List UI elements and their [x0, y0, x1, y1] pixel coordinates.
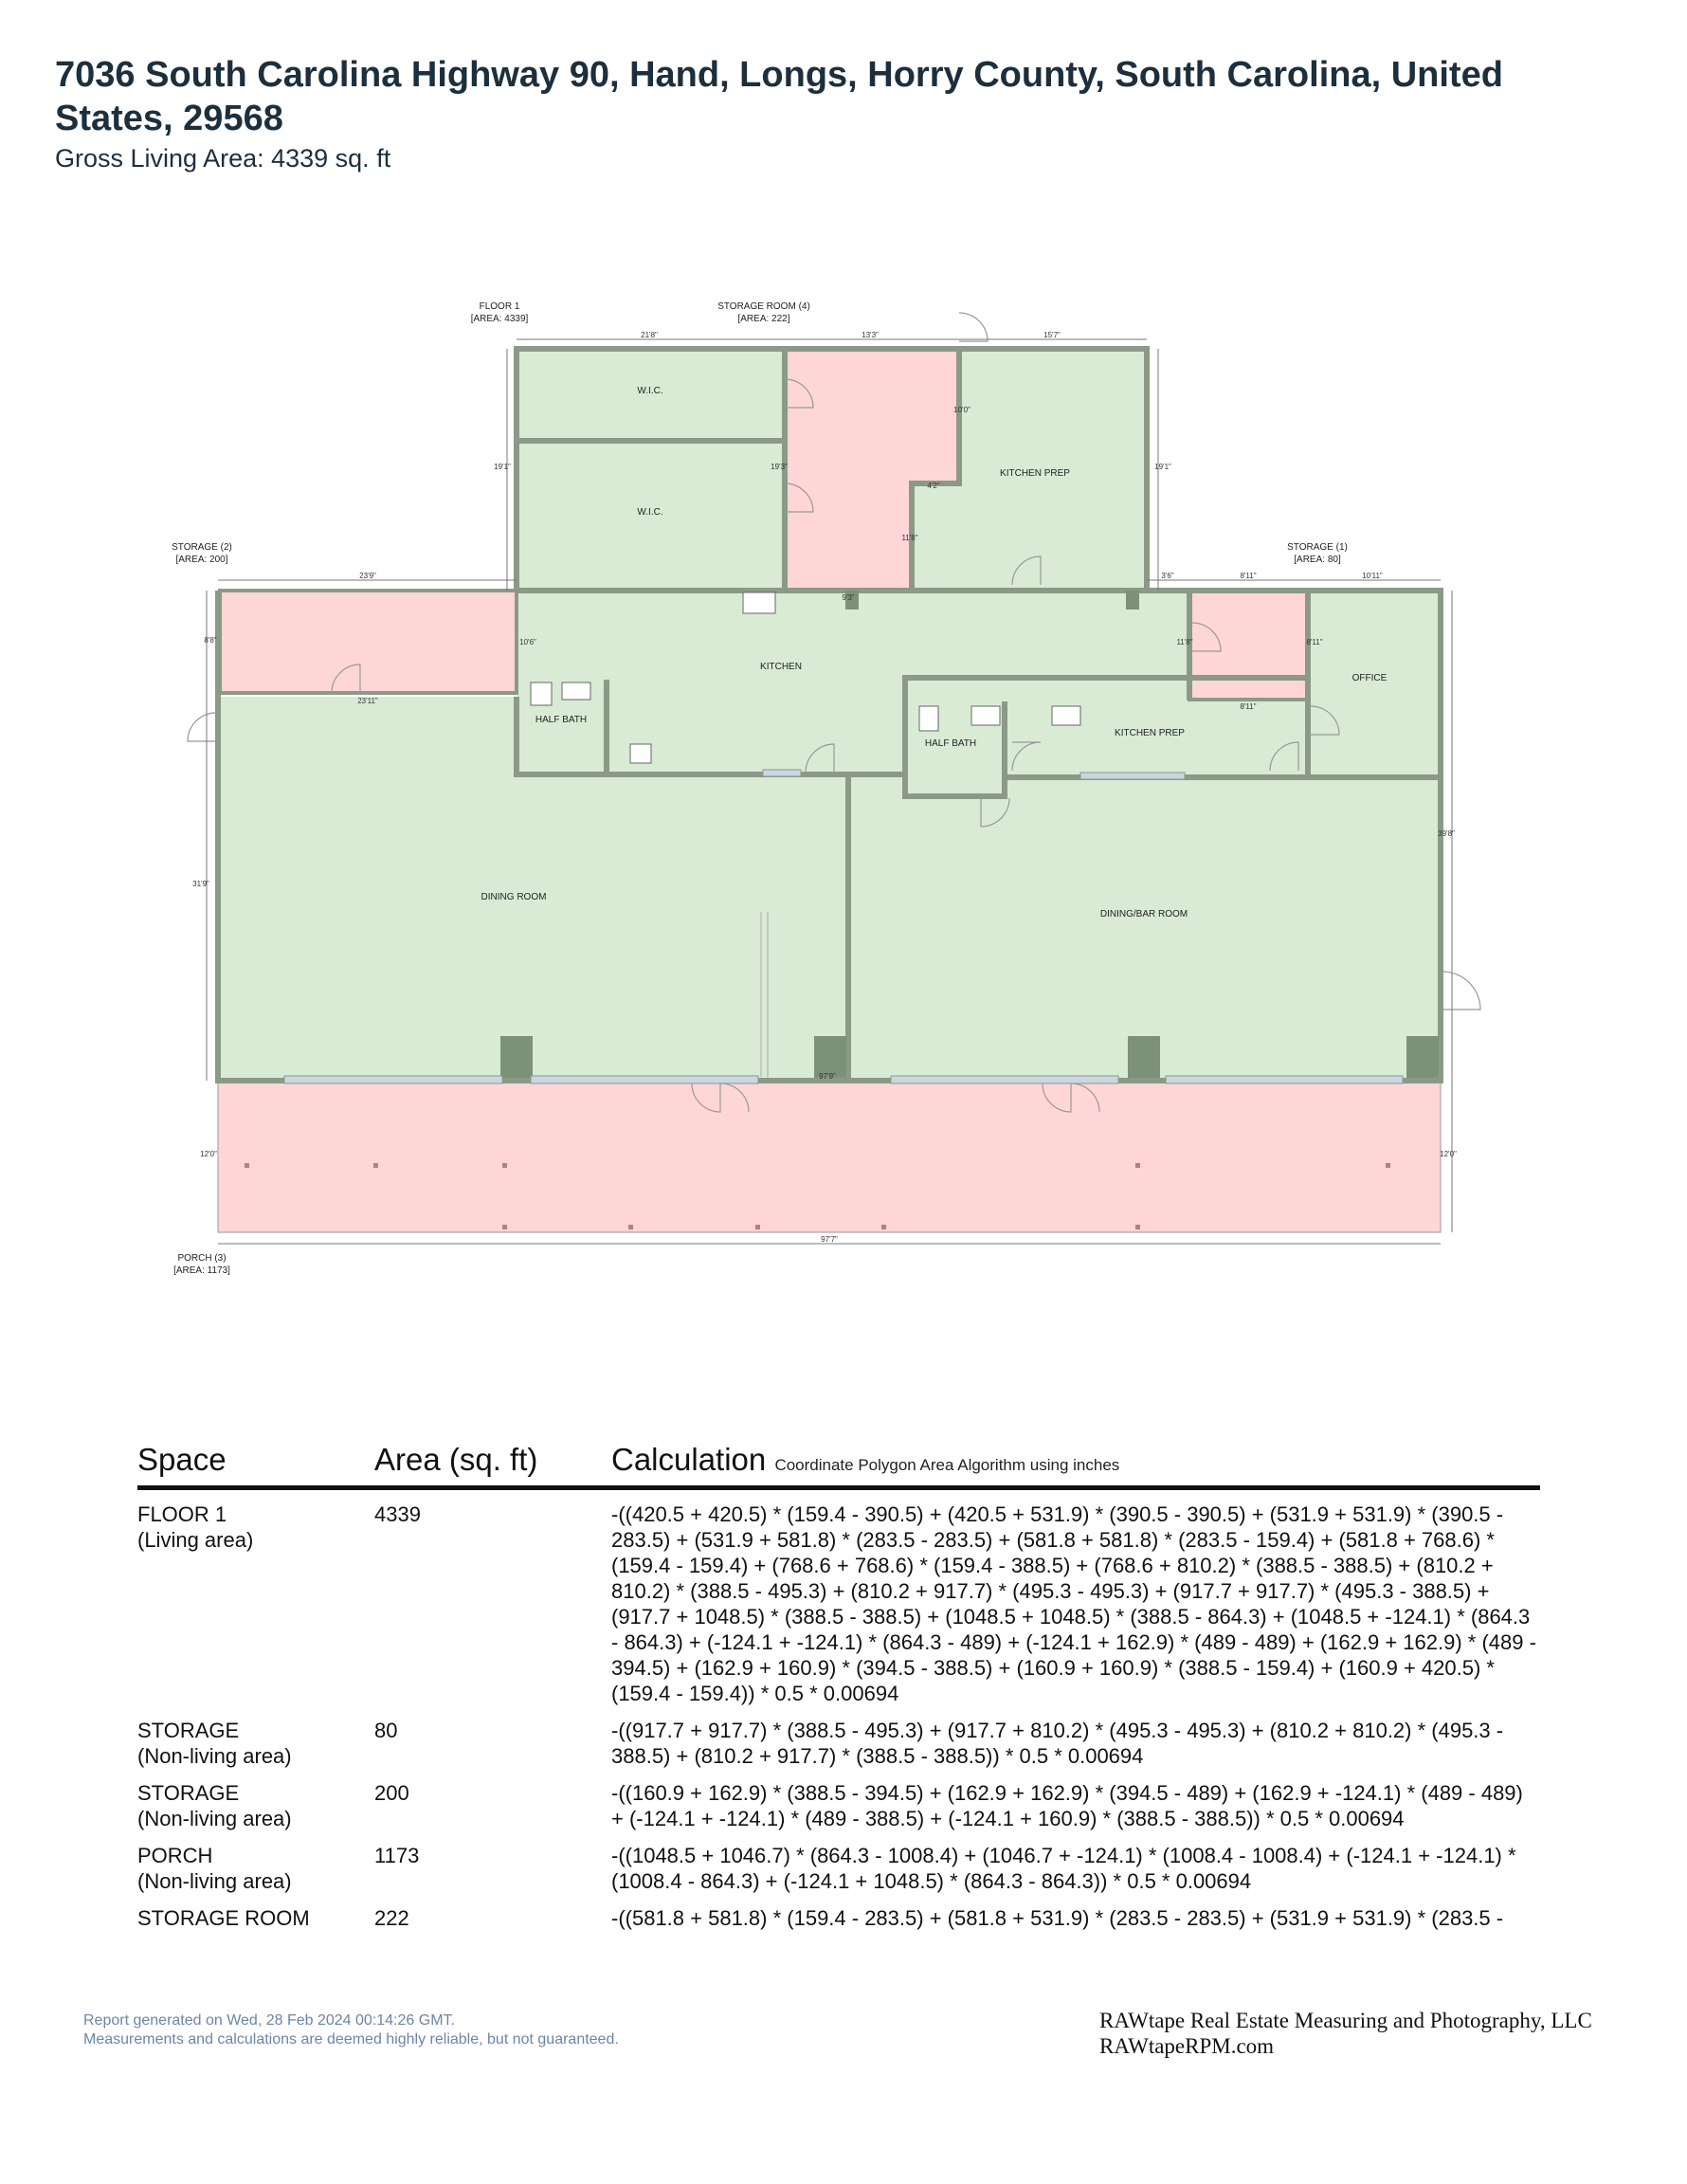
svg-text:10'0": 10'0" — [953, 406, 970, 414]
row-calculation: -((917.7 + 917.7) * (388.5 - 495.3) + (917.7 + 810.2) * (495.3 - 495.3) + (810.2 + 810.2) * (495.3 - 388.5) + (810.2 + 917.7) * (388.5 - 388.5)) * 0.5 * 0.00694 — [611, 1719, 1504, 1768]
svg-text:11'8": 11'8" — [1176, 638, 1193, 646]
storage1-area — [1189, 591, 1308, 700]
svg-text:STORAGE ROOM (4): STORAGE ROOM (4) — [717, 301, 810, 312]
svg-text:12'0": 12'0" — [200, 1150, 217, 1158]
svg-text:8'11": 8'11" — [1240, 702, 1257, 711]
svg-text:19'1": 19'1" — [494, 463, 511, 471]
svg-text:FLOOR 1: FLOOR 1 — [479, 301, 520, 312]
svg-text:3'6": 3'6" — [1161, 572, 1174, 580]
row-space — [137, 1718, 365, 1769]
room-kitchen: KITCHEN — [760, 662, 802, 672]
svg-text:[AREA: 80]: [AREA: 80] — [1294, 555, 1341, 565]
row-space — [137, 1843, 365, 1894]
svg-text:[AREA: 1173]: [AREA: 1173] — [173, 1265, 230, 1276]
company-footer — [1099, 2008, 1592, 2059]
row-space-name: FLOOR 1 — [137, 1502, 227, 1526]
svg-text:11'8": 11'8" — [901, 534, 918, 542]
storage2-area — [220, 591, 517, 693]
svg-text:8'8": 8'8" — [204, 636, 217, 645]
table-row — [137, 1905, 1540, 1931]
room-office: OFFICE — [1351, 673, 1388, 683]
row-space-name: STORAGE — [137, 1781, 240, 1805]
company-website[interactable]: RAWtapeRPM.com — [1099, 2034, 1275, 2058]
company-name: RAWtape Real Estate Measuring and Photography, LLC — [1099, 2009, 1592, 2032]
floor-plan — [0, 275, 1687, 1299]
svg-text:12'0": 12'0" — [1440, 1150, 1457, 1158]
svg-text:10'6": 10'6" — [519, 638, 536, 646]
table-row — [137, 1502, 1540, 1706]
row-space-type: (Non-living area) — [137, 1869, 292, 1893]
svg-text:15'7": 15'7" — [1043, 331, 1061, 339]
room-wic-bottom: W.I.C. — [637, 507, 663, 518]
row-space-name: STORAGE — [137, 1719, 240, 1742]
svg-text:[AREA: 222]: [AREA: 222] — [737, 314, 790, 324]
row-space-type: (Living area) — [137, 1528, 254, 1552]
table-row — [137, 1843, 1540, 1894]
disclaimer: Measurements and calculations are deemed highly reliable, but not guaranteed. — [83, 2031, 619, 2048]
header-space: Space — [137, 1442, 227, 1477]
room-half-bath-left: HALF BATH — [535, 715, 588, 725]
svg-text:STORAGE (1): STORAGE (1) — [1287, 542, 1348, 553]
row-area: 200 — [374, 1781, 409, 1805]
svg-text:13'3": 13'3" — [862, 331, 879, 339]
svg-text:PORCH (3): PORCH (3) — [177, 1253, 227, 1264]
gross-living-area: Gross Living Area: 4339 sq. ft — [55, 144, 391, 173]
header-calculation: Calculation — [611, 1442, 767, 1477]
svg-text:9'3": 9'3" — [842, 593, 855, 602]
room-dining: DINING ROOM — [481, 892, 547, 902]
table-header — [137, 1436, 1540, 1490]
header-calculation-note: Coordinate Polygon Area Algorithm using inches — [774, 1456, 1120, 1474]
porch-area — [218, 1081, 1441, 1232]
svg-text:10'11": 10'11" — [1362, 572, 1383, 580]
svg-text:23'11": 23'11" — [357, 697, 378, 705]
row-calculation: -((1048.5 + 1046.7) * (864.3 - 1008.4) + (1046.7 + -124.1) * (1008.4 - 1008.4) + (-124.1 + -124.1) * (1008.4 - 864.3) + (-124.1 + 1048.5) * (864.3 - 864.3)) * 0.5 * 0.00694 — [611, 1844, 1516, 1893]
svg-text:8'11": 8'11" — [1306, 638, 1323, 646]
room-kitchen-prep-top: KITCHEN PREP — [1000, 468, 1070, 479]
row-space — [137, 1502, 365, 1553]
row-space-name: PORCH — [137, 1844, 213, 1867]
page-title: 7036 South Carolina Highway 90, Hand, Longs, Horry County, South Carolina, United States, 29568 — [55, 55, 1503, 138]
room-kitchen-prep-bottom: KITCHEN PREP — [1115, 728, 1185, 738]
room-half-bath-right: HALF BATH — [924, 738, 977, 749]
row-calculation: -((160.9 + 162.9) * (388.5 - 394.5) + (162.9 + 162.9) * (394.5 - 489) + (162.9 + -124.1) * (489 - 489) + (-124.1 + -124.1) * (489 - 388.5) + (-124.1 + 160.9) * (388.5 - 388.5)) * 0.5 * 0.00694 — [611, 1781, 1523, 1830]
svg-text:[AREA: 4339]: [AREA: 4339] — [470, 314, 529, 324]
row-space — [137, 1780, 365, 1831]
row-area: 222 — [374, 1906, 409, 1930]
svg-text:4'2": 4'2" — [927, 482, 940, 490]
row-space-name: STORAGE ROOM — [137, 1906, 310, 1930]
row-area: 4339 — [374, 1502, 421, 1526]
room-wic-top: W.I.C. — [637, 386, 663, 396]
row-calculation: -((581.8 + 581.8) * (159.4 - 283.5) + (581.8 + 531.9) * (283.5 - 283.5) + (531.9 + 531.9) * (283.5 - — [611, 1906, 1504, 1930]
svg-text:21'8": 21'8" — [641, 331, 658, 339]
svg-text:97'7": 97'7" — [821, 1235, 838, 1244]
row-area: 80 — [374, 1719, 398, 1742]
area-table — [137, 1436, 1540, 1931]
row-calculation: -((420.5 + 420.5) * (159.4 - 390.5) + (420.5 + 531.9) * (390.5 - 390.5) + (531.9 + 531.9) * (390.5 - 283.5) + (531.9 + 581.8) * (283.5 - 283.5) + (581.8 + 581.8) * (283.5 - 159.4) + (581.8 + 768.6) * (159.4 - 159.4) + (768.6 + 768.6) * (159.4 - 388.5) + (768.6 + 810.2) * (388.5 - 388.5) + (810.2 + 810.2) * (388.5 - 495.3) + (810.2 + 917.7) * (495.3 - 495.3) + (917.7 + 917.7) * (495.3 - 388.5) + (917.7 + 1048.5) * (388.5 - 388.5) + (1048.5 + 1048.5) * (388.5 - 864.3) + (1048.5 + -124.1) * (864.3 - 864.3) + (-124.1 + -124.1) * (864.3 - 489) + (-124.1 + 162.9) * (489 - 489) + (162.9 + 162.9) * (489 - 394.5) + (162.9 + 160.9) * (394.5 - 388.5) + (160.9 + 160.9) * (388.5 - 159.4) + (160.9 + 420.5) * (159.4 - 159.4)) * 0.5 * 0.00694 — [611, 1502, 1536, 1705]
svg-text:31'9": 31'9" — [192, 880, 209, 888]
svg-text:19'3": 19'3" — [771, 463, 788, 471]
svg-text:8'11": 8'11" — [1240, 572, 1257, 580]
row-area: 1173 — [374, 1844, 420, 1867]
svg-text:97'9": 97'9" — [819, 1072, 836, 1081]
row-space-type: (Non-living area) — [137, 1807, 292, 1830]
generated-date: Report generated on Wed, 28 Feb 2024 00:14:26 GMT. — [83, 2012, 455, 2029]
header-area: Area (sq. ft) — [374, 1442, 538, 1477]
svg-text:[AREA: 200]: [AREA: 200] — [175, 555, 228, 565]
row-space — [137, 1905, 365, 1931]
report-footer — [83, 2011, 619, 2049]
svg-text:23'9": 23'9" — [359, 572, 376, 580]
row-space-type: (Non-living area) — [137, 1744, 292, 1768]
svg-text:39'8": 39'8" — [1438, 829, 1455, 838]
svg-text:19'1": 19'1" — [1154, 463, 1171, 471]
svg-text:STORAGE (2): STORAGE (2) — [172, 542, 232, 553]
table-row — [137, 1780, 1540, 1831]
table-row — [137, 1718, 1540, 1769]
room-dining-bar: DINING/BAR ROOM — [1099, 909, 1188, 919]
